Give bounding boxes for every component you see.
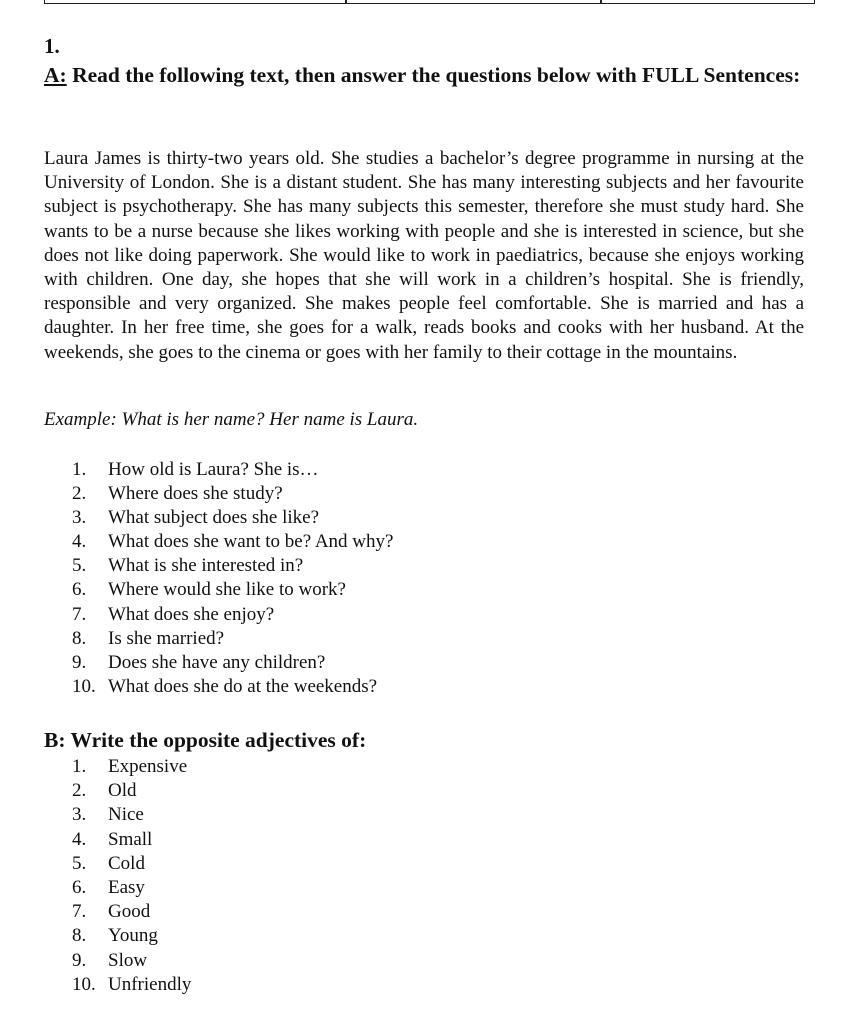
list-item [72,530,393,554]
item-number: 6. [72,877,87,899]
item-number: 8. [72,627,87,649]
item-number: 1. [72,756,87,777]
list-item [72,755,191,779]
adjective-text: Cold [108,852,145,874]
list-item [72,458,393,482]
adjective-text: Unfriendly [108,973,192,995]
question-text: What does she do at the weekends? [108,675,378,697]
adjective-text: Old [108,780,137,802]
item-number: 7. [72,901,87,923]
item-number: 3. [72,804,87,826]
item-number: 9. [72,949,87,971]
item-number: 6. [72,579,87,601]
adjective-text: Easy [108,877,145,899]
list-item [72,828,191,852]
list-item [72,779,191,803]
item-number: 4. [72,531,87,553]
question-text: What does she want to be? And why? [108,531,394,553]
reading-passage: Laura James is thirty-two years old. She studies a bachelor’s degree programme in nursing at the University of London. She is a distant student. She has many interesting subjects and her favourite subject is psychotherapy. She has many subjects this semester, therefore she must study hard. She wants to be a nurse because she likes working with people and she is interested in science, but she does not like doing paperwork. She would like to work in paediatrics, because she enjoys working with children. One day, she hopes that she will work in a children’s hospital. She is friendly, responsible and very organized. She makes people feel comfortable. She is married and has a daughter. In her free time, she goes for a walk, reads books and cooks with her husband. At the weekends, she goes to the cinema or goes with her family to their cottage in the mountains. [44,148,804,363]
section-b-heading: B: Write the opposite adjectives of: [44,728,367,752]
questions-list [72,458,393,699]
adjectives-list [72,755,191,997]
list-item [72,949,191,973]
list-item [72,554,393,578]
exercise-number: 1. [44,34,60,58]
adjective-text: Nice [108,804,144,826]
section-a-label: A: [44,63,67,87]
list-item [72,973,191,997]
list-item [72,482,393,506]
list-item [72,675,393,699]
item-number: 8. [72,925,87,947]
list-item [72,852,191,876]
question-text: Where would she like to work? [108,579,346,601]
list-item [72,627,393,651]
item-number: 1. [72,459,87,480]
item-number: 9. [72,651,87,673]
adjective-text: Slow [108,949,148,971]
item-number: 10. [72,973,96,995]
adjective-text: Young [108,925,158,947]
question-text: Where does she study? [108,483,283,505]
item-number: 10. [72,675,96,697]
question-text: What is she interested in? [108,555,304,577]
item-number: 4. [72,828,87,850]
question-text: What does she enjoy? [108,603,275,625]
question-text: Is she married? [108,627,225,649]
section-a-instruction: Read the following text, then answer the questions below with FULL Sentences: [66,63,801,87]
table-bottom-edge [44,0,815,4]
item-number: 2. [72,780,87,802]
table-cell-divider [345,0,347,4]
item-number: 3. [72,507,87,529]
item-number: 5. [72,852,87,874]
list-item [72,506,393,530]
question-text: Does she have any children? [108,651,326,673]
list-item [72,900,191,924]
section-a-heading [44,62,814,89]
list-item [72,876,191,900]
question-text: How old is Laura? She is… [108,459,319,480]
item-number: 7. [72,603,87,625]
example-line: Example: What is her name? Her name is Laura. [44,409,419,430]
adjective-text: Good [108,901,151,923]
list-item [72,924,191,948]
item-number: 5. [72,555,87,577]
list-item [72,578,393,602]
list-item [72,603,393,627]
question-text: What subject does she like? [108,507,320,529]
item-number: 2. [72,483,87,505]
table-cell-divider [600,0,602,4]
adjective-text: Expensive [108,756,188,777]
list-item [72,651,393,675]
adjective-text: Small [108,828,153,850]
list-item [72,803,191,827]
